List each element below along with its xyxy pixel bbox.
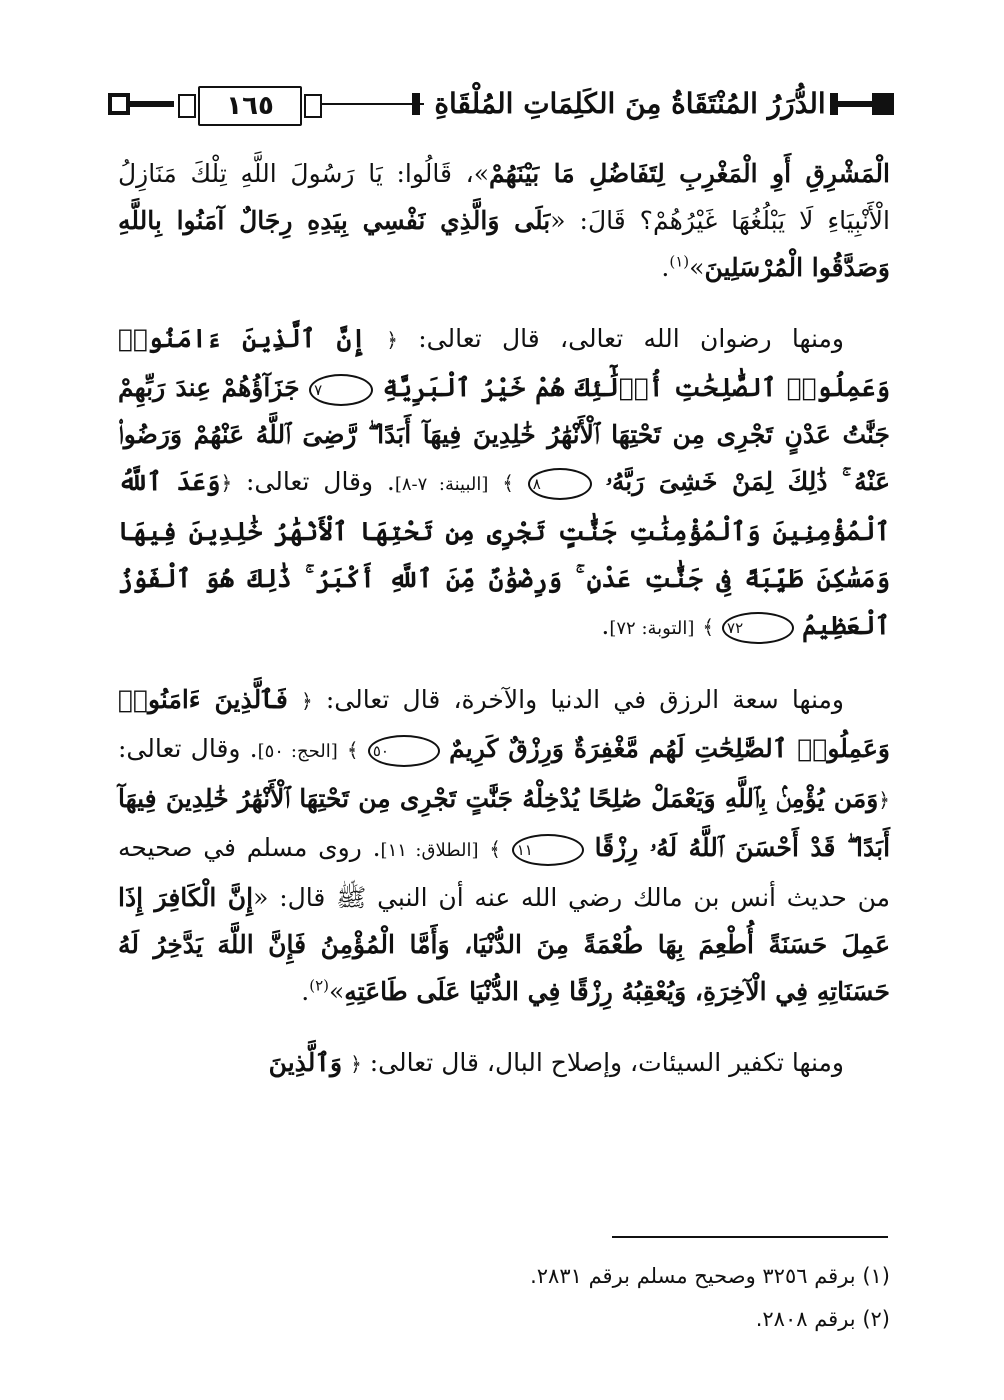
ornament-open: ﴿ bbox=[220, 471, 233, 495]
header-rule-left bbox=[130, 101, 174, 107]
page-header bbox=[108, 80, 898, 128]
ornament-close: ﴾ bbox=[346, 738, 359, 762]
header-rule-right-bar bbox=[830, 93, 838, 115]
ornament-open: ﴿ bbox=[300, 689, 313, 713]
ornament-open: ﴿ bbox=[350, 1052, 362, 1076]
verse-reference: [الحج: ٥٠] bbox=[257, 741, 338, 762]
header-square-right bbox=[872, 93, 894, 115]
verse-reference: [البينة: ٧-٨] bbox=[394, 474, 489, 495]
header-square-left bbox=[108, 93, 130, 115]
period: . bbox=[301, 977, 310, 1006]
quote-close: » bbox=[328, 977, 345, 1006]
header-rule-right bbox=[838, 101, 872, 107]
ornament-close: ﴾ bbox=[702, 615, 715, 639]
ornament-open: ﴿ bbox=[386, 328, 398, 352]
paragraph-rizq bbox=[118, 676, 890, 1015]
ayah-marker: ٨ bbox=[528, 468, 592, 500]
footnote-marker[interactable]: (٢) bbox=[309, 976, 329, 995]
header-rule-middle bbox=[322, 103, 424, 105]
hadith-text: إِنَّ الْكَافِرَ إِذَا عَمِلَ حَسَنَةً أُطْعِمَ بِهَا طُعْمَةً مِنَ الدُّنْيَا، وَأَمَّا الْمُؤْمِنُ فَإِنَّ اللَّهَ يَدَّخِرُ لَهُ حَسَنَاتِهِ فِي الْآخِرَةِ، وَيُعْقِبُهُ رِزْقًا فِي الدُّنْيَا عَلَى طَاعَتِهِ bbox=[118, 883, 890, 1006]
footnote-marker[interactable]: (١) bbox=[669, 252, 690, 271]
quote-close: »، bbox=[465, 159, 490, 188]
header-rule-middle-bar bbox=[412, 93, 420, 115]
quran-verse: وَعَدَ ٱللَّهُ ٱلْمُؤْمِنِينَ وَٱلْمُؤْمِنَٰتِ جَنَّٰتٍ تَجْرِى مِن تَحْتِهَا ٱلْأَنْهَٰرُ خَٰلِدِينَ فِيهَا وَمَسَٰكِنَ طَيِّبَةً فِى جَنَّٰتِ عَدْنٍ ۚ وَرِضْوَٰنٌ مِّنَ ٱللَّهِ أَكْبَرُ ۚ ذَٰلِكَ هُوَ ٱلْفَوْزُ ٱلْعَظِيمُ bbox=[118, 467, 890, 640]
ornament-close: ﴾ bbox=[502, 471, 514, 495]
page-number: ١٦٥ bbox=[198, 86, 302, 126]
verse-reference: [الطلاق: ١١] bbox=[380, 840, 479, 861]
quran-verse: فَٱلَّذِينَ ءَامَنُوا۟ وَعَمِلُوا۟ ٱلصَّٰلِحَٰتِ لَهُم مَّغْفِرَةٌ وَرِزْقٌ كَرِيمٌ bbox=[118, 685, 890, 763]
quran-verse: إِنَّ ٱلَّذِينَ ءَامَنُوا۟ وَعَمِلُوا۟ ٱلصَّٰلِحَٰتِ أُو۟لَٰٓئِكَ هُمْ خَيْرُ ٱلْبَرِيَّةِ bbox=[118, 324, 891, 402]
verse-reference: [التوبة: ٧٢] bbox=[609, 618, 695, 639]
paragraph-ridwan bbox=[118, 315, 890, 652]
footnote-item: (١) برقم ٣٢٥٦ وصحيح مسلم برقم ٢٨٣١. bbox=[530, 1264, 890, 1288]
ornament-open: ﴿ bbox=[878, 788, 890, 812]
quran-verse: وَمَن يُؤْمِنۢ بِٱللَّهِ وَيَعْمَلْ صَٰلِحًا يُدْخِلْهُ جَنَّٰتٍ تَجْرِى مِن تَحْتِهَا ٱلْأَنْهَٰرُ خَٰلِدِينَ فِيهَآ أَبَدًا ۖ قَدْ أَحْسَنَ ٱللَّهُ لَهُۥ رِزْقًا bbox=[118, 784, 891, 862]
period: . bbox=[601, 611, 610, 640]
connector-text: . وقال تعالى: bbox=[232, 467, 395, 496]
paragraph-intro: ومنها رضوان الله تعالى، قال تعالى: bbox=[397, 324, 844, 353]
ayah-marker: ٥٠ bbox=[368, 735, 440, 767]
hadith-text: الْمَشْرِقِ أَوِ الْمَغْرِبِ لِتَفَاضُلِ مَا بَيْنَهُمْ bbox=[489, 159, 890, 188]
footnote-divider bbox=[612, 1236, 888, 1238]
book-title: الدُّرَرُ المُنْتَقَاةُ مِنَ الكَلِمَاتِ المُلْقَاةِ bbox=[434, 86, 826, 120]
narration-text: قَالُوا: يَا رَسُولَ اللَّهِ تِلْكَ مَنَازِلُ الْأَنْبِيَاءِ لَا يَبْلُغُهَا غَيْرُهُمْ؟ قَالَ: « bbox=[118, 159, 890, 235]
narration-text: . روى مسلم في صحيحه من حديث أنس بن مالك رضي الله عنه أن النبي ﷺ قال: « bbox=[118, 833, 891, 912]
paragraph-intro: ومنها تكفير السيئات، وإصلاح البال، قال تعالى: bbox=[361, 1048, 844, 1077]
hadith-text: بَلَى وَالَّذِي نَفْسِي بِيَدِهِ رِجَالٌ آمَنُوا بِاللَّهِ وَصَدَّقُوا الْمُرْسَلِينَ bbox=[118, 206, 890, 282]
page-body bbox=[118, 150, 890, 1112]
ornament-close: ﴾ bbox=[489, 837, 501, 861]
footnote-item: (٢) برقم ٢٨٠٨. bbox=[755, 1307, 890, 1331]
quote-close: » bbox=[689, 253, 705, 282]
paragraph-intro: ومنها سعة الرزق في الدنيا والآخرة، قال تعالى: bbox=[312, 685, 844, 714]
connector-text: . وقال تعالى: bbox=[118, 734, 258, 763]
ayah-marker: ٧ bbox=[309, 374, 373, 406]
period: . bbox=[661, 253, 670, 282]
quran-verse: وَٱلَّذِينَ bbox=[268, 1048, 343, 1077]
paragraph-hadith-ranks bbox=[118, 150, 890, 291]
quran-verse: جَزَآؤُهُمْ عِندَ رَبِّهِمْ جَنَّٰتُ عَدْنٍ تَجْرِى مِن تَحْتِهَا ٱلْأَنْهَٰرُ خَٰلِدِينَ فِيهَآ أَبَدًا ۖ رَّضِىَ ٱللَّهُ عَنْهُمْ وَرَضُوا۟ عَنْهُ ۚ ذَٰلِكَ لِمَنْ خَشِىَ رَبَّهُۥ bbox=[118, 373, 891, 496]
paragraph-kaffarat bbox=[118, 1039, 890, 1088]
footnotes bbox=[300, 1255, 890, 1341]
ayah-marker: ٧٢ bbox=[722, 612, 794, 644]
ayah-marker: ١١ bbox=[512, 834, 584, 866]
